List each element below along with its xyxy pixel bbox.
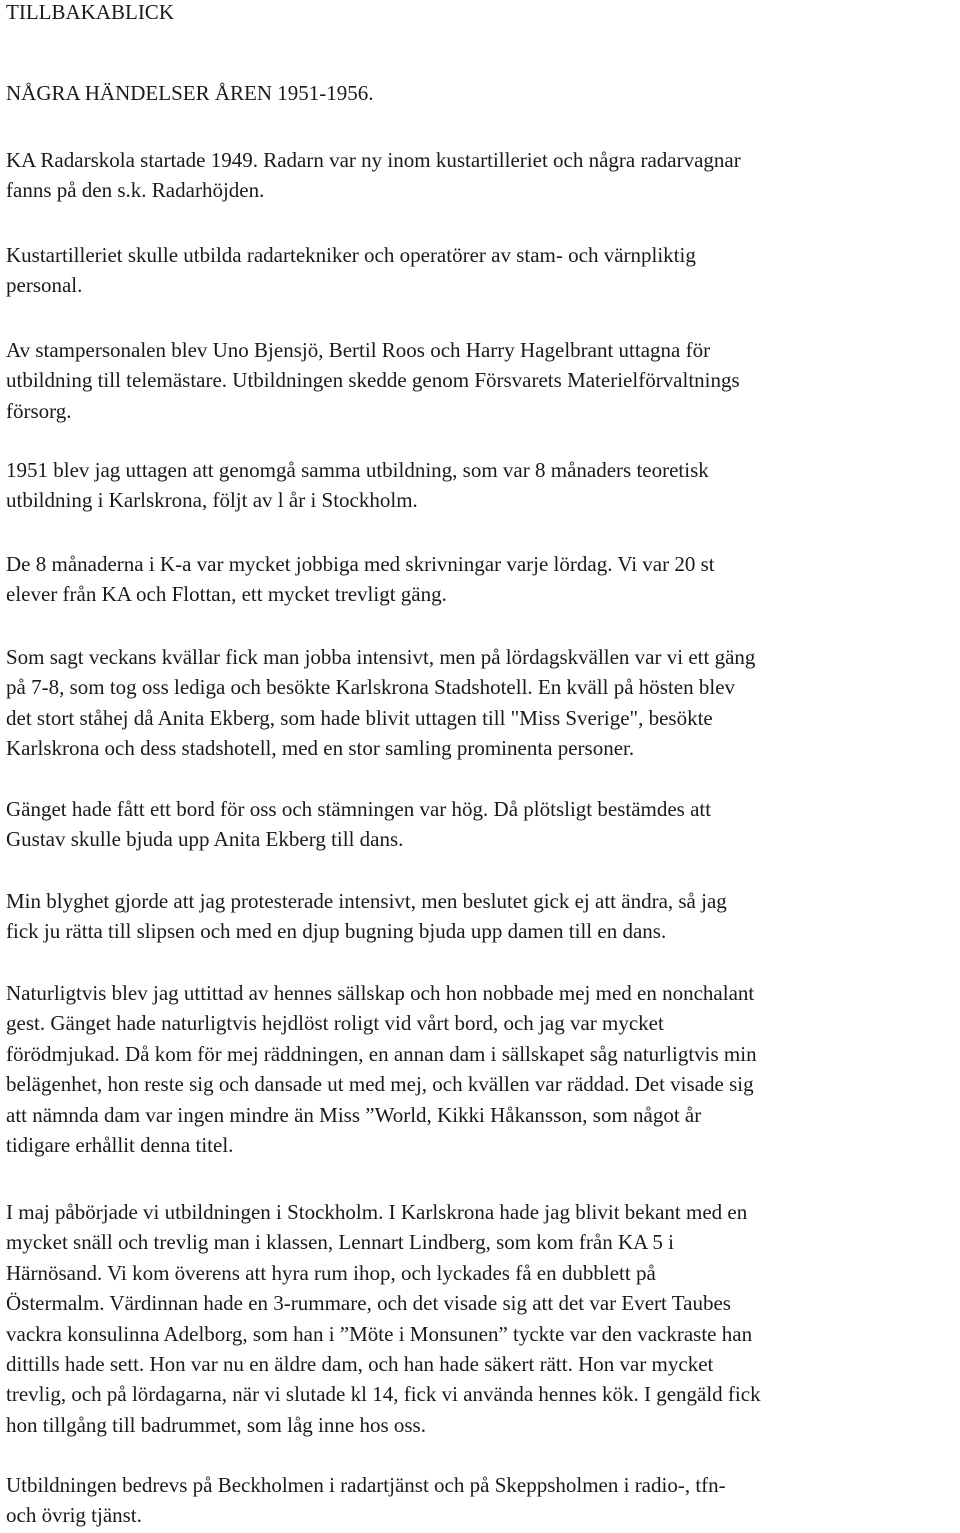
paragraph-i-maj: I maj påbörjade vi utbildningen i Stockholm. I Karlskrona hade jag blivit bekant med en mycket snäll och trevlig man i klassen, Lennart Lindberg, som kom från KA 5 i Härnösand. Vi kom överens att hyra rum ihop, och lyckades få en dubblett på Östermalm. Värdinnan hade en 3-rummare, och det visade sig att det var Evert Taubes vackra konsulinna Adelborg, som han i ”Möte i Monsunen” tyckte var den vackraste han dittills hade sett. Hon var nu en äldre dam, och han hade säkert rätt. Hon var mycket trevlig, och på lördagarna, när vi slutade kl 14, fick vi använda hennes kök. I gengäld fick hon tillgång till badrummet, som låg inne hos oss.	[6, 1200, 761, 1437]
paragraph-8-manaderna: De 8 månaderna i K-a var mycket jobbiga med skrivningar varje lördag. Vi var 20 st elever från KA och Flottan, ett mycket trevligt gäng.	[6, 552, 715, 607]
paragraph-1951: 1951 blev jag uttagen att genomgå samma utbildning, som var 8 månaders teoretisk utbildning i Karlskrona, följt av l år i Stockholm.	[6, 458, 709, 513]
paragraph-stampersonalen: Av stampersonalen blev Uno Bjensjö, Bertil Roos och Harry Hagelbrant uttagna för utbildning till telemästare. Utbildningen skedde genom Försvarets Materielförvaltnings försorg.	[6, 338, 740, 423]
paragraph-min-blyghet: Min blyghet gjorde att jag protesterade intensivt, men beslutet gick ej att ändra, så jag fick ju rätta till slipsen och med en djup bugning bjuda upp damen till en dans.	[6, 889, 727, 944]
paragraph-kustartilleriet: Kustartilleriet skulle utbilda radartekniker och operatörer av stam- och värnpliktig personal.	[6, 243, 696, 298]
paragraph-radarskola: KA Radarskola startade 1949. Radarn var ny inom kustartilleriet och några radarvagnar fanns på den s.k. Radarhöjden.	[6, 148, 741, 203]
paragraph-ganget: Gänget hade fått ett bord för oss och stämningen var hög. Då plötsligt bestämdes att Gustav skulle bjuda upp Anita Ekberg till dans.	[6, 797, 712, 852]
paragraph-naturligtvis: Naturligtvis blev jag uttittad av hennes sällskap och hon nobbade mej med en nonchalant gest. Gänget hade naturligtvis hejdlöst roligt vid vårt bord, och jag var mycket förödmjukad. Då kom för mej räddningen, en annan dam i sällskapet såg naturligtvis min belägenhet, hon reste sig och dansade ut med mej, och kvällen var räddad. Det visade sig att nämnda dam var ingen mindre än Miss ”World, Kikki Håkansson, som något år tidigare erhållit denna titel.	[6, 981, 757, 1158]
paragraph-utbildningen-bedrevs: Utbildningen bedrevs på Beckholmen i radartjänst och på Skeppsholmen i radio-, tfn- och övrig tjänst.	[6, 1473, 726, 1528]
document-title: TILLBAKABLICK	[6, 0, 174, 24]
document-subtitle: NÅGRA HÄNDELSER ÅREN 1951-1956.	[6, 81, 374, 105]
paragraph-som-sagt: Som sagt veckans kvällar fick man jobba intensivt, men på lördagskvällen var vi ett gäng på 7-8, som tog oss lediga och besökte Karlskrona Stadshotell. En kväll på hösten blev det stort ståhej då Anita Ekberg, som hade blivit uttagen till "Miss Sverige", besökte Karlskrona och dess stadshotell, med en stor samling prominenta personer.	[6, 645, 756, 761]
